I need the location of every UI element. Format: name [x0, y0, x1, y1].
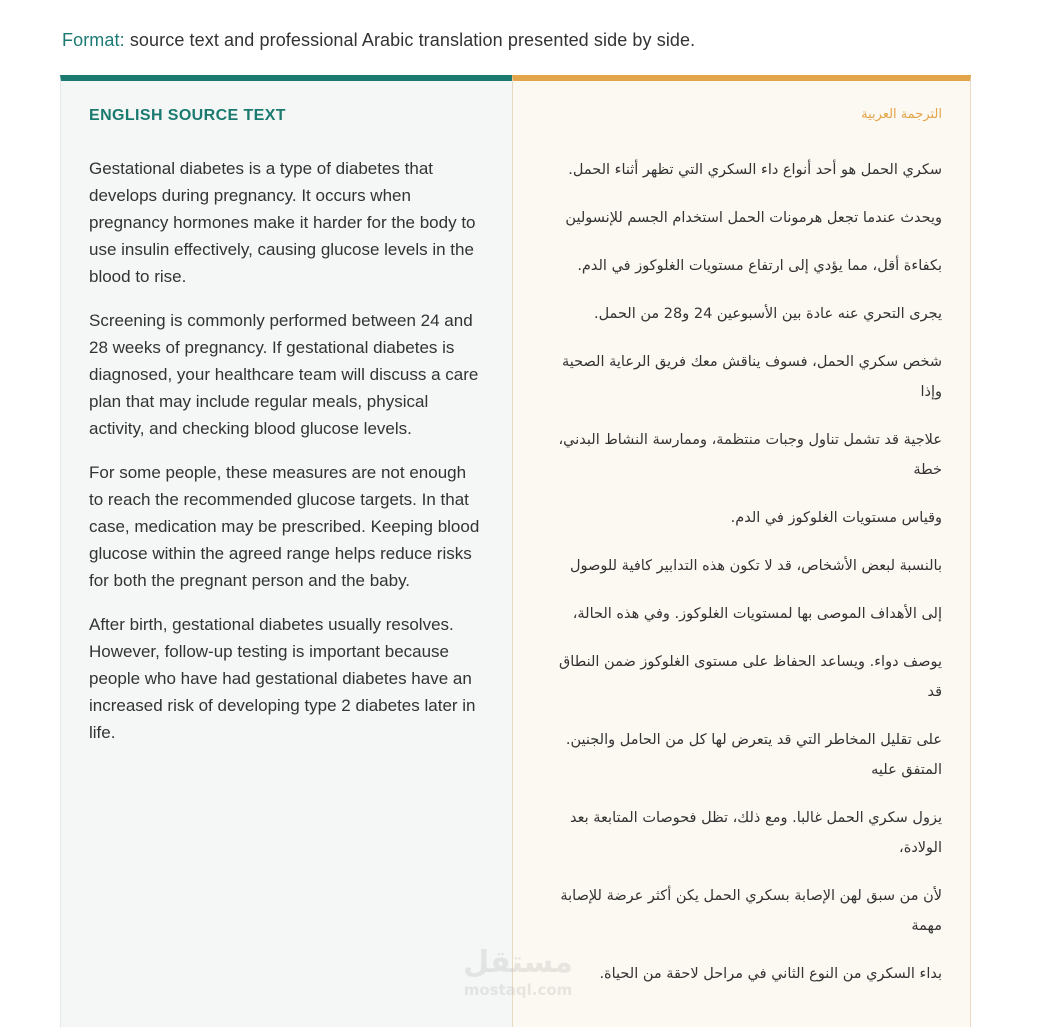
translation-panels — [60, 75, 971, 1027]
watermark-latin: mostaql.com — [463, 981, 573, 999]
format-description — [62, 30, 695, 51]
english-paragraph: Screening is commonly performed between 24 and 28 weeks of pregnancy. If gestational diabetes is diagnosed, your healthcare team will discuss a care plan that may include regular meals, physical activity, and checking blood glucose levels. — [89, 311, 479, 438]
english-paragraph: For some people, these measures are not enough to reach the recommended glucose targets. In that case, medication may be prescribed. Keeping blood glucose within the agreed range helps reduce risks for both the pregnant person and the baby. — [89, 463, 480, 590]
watermark-arabic: مستقل — [463, 945, 573, 980]
format-text: source text and professional Arabic translation presented side by side. — [124, 30, 696, 50]
format-label: Format: — [62, 30, 125, 50]
english-paragraph: After birth, gestational diabetes usually resolves. However, follow-up testing is important because people who have had gestational diabetes have an increased risk of developing type 2 diabetes later in life. — [89, 615, 476, 742]
arabic-line: يزول سكري الحمل غالبا. ومع ذلك، تظل فحوصات المتابعة بعد الولادة، — [570, 810, 942, 856]
arabic-line: علاجية قد تشمل تناول وجبات منتظمة، وممارسة النشاط البدني، خطة — [558, 432, 942, 478]
arabic-line: يوصف دواء. ويساعد الحفاظ على مستوى الغلوكوز ضمن النطاق قد — [559, 654, 942, 700]
arabic-line: وقياس مستويات الغلوكوز في الدم. — [730, 510, 942, 526]
arabic-heading: الترجمة العربية — [861, 107, 942, 122]
arabic-line: إلى الأهداف الموصى بها لمستويات الغلوكوز. وفي هذه الحالة، — [572, 606, 942, 622]
arabic-line: بكفاءة أقل، مما يؤدي إلى ارتفاع مستويات الغلوكوز في الدم. — [577, 258, 942, 274]
english-heading: ENGLISH SOURCE TEXT — [89, 107, 286, 124]
english-panel — [60, 75, 512, 1027]
arabic-line: شخص سكري الحمل، فسوف يناقش معك فريق الرعاية الصحية وإذا — [561, 354, 942, 400]
arabic-line: يجرى التحري عنه عادة بين الأسبوعين 24 و28 من الحمل. — [593, 306, 942, 322]
english-paragraph: Gestational diabetes is a type of diabetes that develops during pregnancy. It occurs when pregnancy hormones make it harder for the body to use insulin effectively, causing glucose levels in the blood to rise. — [89, 159, 476, 286]
arabic-line: بداء السكري من النوع الثاني في مراحل لاحقة من الحياة. — [599, 966, 942, 982]
arabic-line: سكري الحمل هو أحد أنواع داء السكري التي تظهر أثناء الحمل. — [568, 162, 942, 178]
arabic-line: لأن من سبق لهن الإصابة بسكري الحمل يكن أكثر عرضة للإصابة مهمة — [560, 888, 942, 934]
arabic-line: على تقليل المخاطر التي قد يتعرض لها كل من الحامل والجنين. المتفق عليه — [565, 732, 942, 778]
arabic-line: ويحدث عندما تجعل هرمونات الحمل استخدام الجسم للإنسولين — [565, 210, 942, 226]
arabic-panel — [512, 75, 971, 1027]
arabic-line: بالنسبة لبعض الأشخاص، قد لا تكون هذه التدابير كافية للوصول — [570, 558, 942, 574]
